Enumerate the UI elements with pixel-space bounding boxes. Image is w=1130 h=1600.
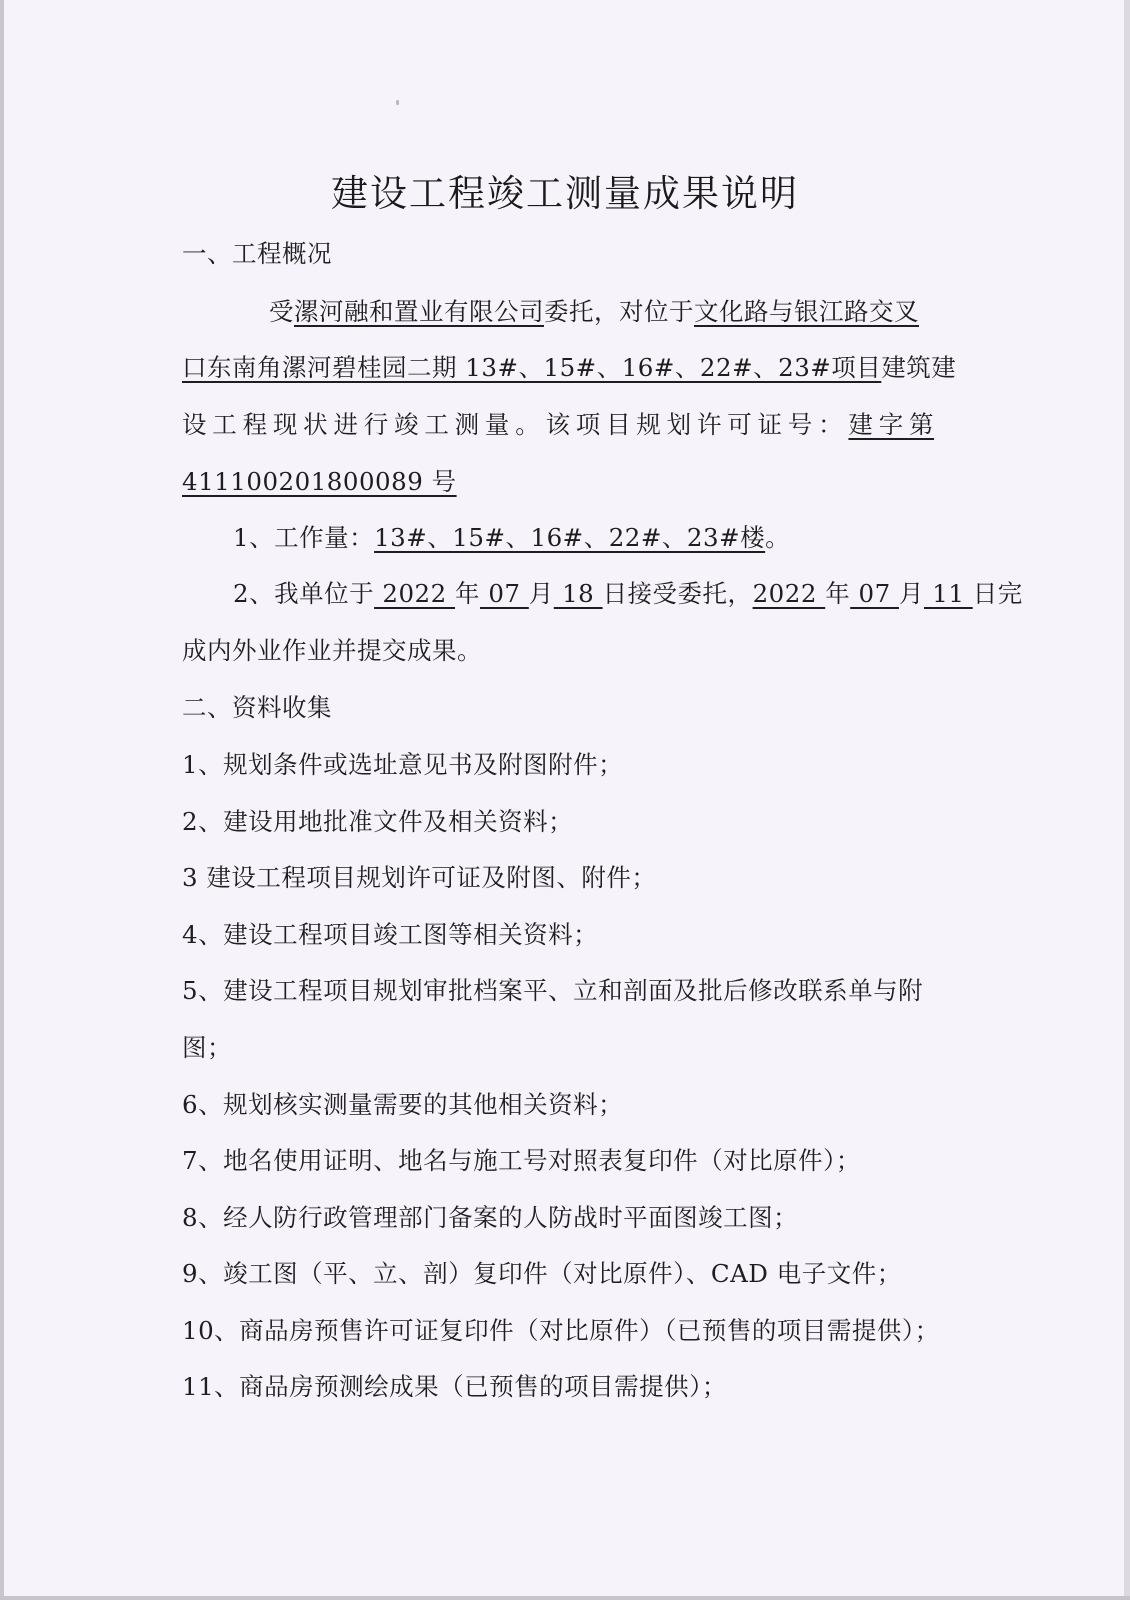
- workload-label: 1、工作量：: [233, 523, 375, 552]
- list-item: 8、经人防行政管理部门备案的人防战时平面图竣工图；: [182, 1203, 799, 1232]
- accept-year: 2022: [374, 579, 456, 608]
- workload-end: 。: [765, 523, 791, 552]
- overview-line-3-inner: [182, 409, 934, 441]
- section2-heading: 二、资料收集: [182, 693, 332, 722]
- finish-year: 2022: [752, 579, 826, 608]
- scan-edge-bottom: [0, 1596, 1130, 1600]
- list-item: 3 建设工程项目规划许可证及附图、附件；: [182, 863, 657, 892]
- overview-line-3: [182, 409, 934, 441]
- project-location-cont: 口东南角漯河碧桂园二期 13#、15#、16#、22#、23#项目: [182, 353, 882, 382]
- project-location: 文化路与银江路交叉: [694, 297, 919, 326]
- overview-text: 受: [269, 297, 294, 326]
- workload-line: [233, 522, 790, 554]
- list-item-cont: 图；: [182, 1033, 232, 1062]
- overview-text: 建筑建: [881, 353, 957, 382]
- overview-line-4: [182, 466, 457, 498]
- dates-text: 日接受委托，: [602, 579, 753, 608]
- dates-text: 年: [825, 579, 851, 608]
- list-item: 7、地名使用证明、地名与施工号对照表复印件（对比原件）；: [182, 1146, 861, 1175]
- permit-prefix: 建字第: [848, 410, 935, 439]
- scan-speck: [396, 100, 399, 105]
- dates-text: 月: [528, 579, 554, 608]
- client-name: 漯河融和置业有限公司: [294, 297, 544, 326]
- list-item: 1、规划条件或选址意见书及附图附件；: [182, 750, 624, 779]
- accept-month: 07: [480, 579, 529, 608]
- list-item: 5、建设工程项目规划审批档案平、立和剖面及批后修改联系单与附: [182, 976, 924, 1005]
- dates-line: [233, 578, 1023, 610]
- dates-text: 2、我单位于: [233, 579, 375, 608]
- dates-text: 月: [898, 579, 924, 608]
- dates-line-2: 成内外业作业并提交成果。: [182, 636, 482, 665]
- list-item: 4、建设工程项目竣工图等相关资料；: [182, 920, 599, 949]
- scan-edge-right: [1124, 0, 1130, 1600]
- accept-day: 18: [553, 579, 603, 608]
- finish-day: 11: [923, 579, 973, 608]
- finish-month: 07: [850, 579, 899, 608]
- list-item: 10、商品房预售许可证复印件（对比原件）（已预售的项目需提供）；: [182, 1316, 940, 1345]
- workload-value: 13#、15#、16#、22#、23#楼: [374, 523, 766, 552]
- section1-heading: 一、工程概况: [182, 239, 332, 268]
- list-item: 9、竣工图（平、立、剖）复印件（对比原件）、CAD 电子文件；: [182, 1259, 902, 1288]
- dates-text: 日完: [972, 579, 1023, 608]
- overview-text: 委托，对位于: [544, 297, 694, 326]
- list-item: 2、建设用地批准文件及相关资料；: [182, 807, 574, 836]
- dates-text: 年: [455, 579, 481, 608]
- overview-line-1: [269, 296, 919, 328]
- list-item: 6、规划核实测量需要的其他相关资料；: [182, 1090, 624, 1119]
- permit-number: 411100201800089 号: [182, 467, 457, 496]
- document-title: 建设工程竣工测量成果说明: [331, 172, 799, 215]
- scan-edge-left: [0, 0, 4, 1600]
- overview-line-2: [182, 352, 956, 384]
- overview-text: 设工程现状进行竣工测量。该项目规划许可证号：: [182, 410, 849, 439]
- list-item: 11、商品房预测绘成果（已预售的项目需提供）；: [182, 1372, 727, 1401]
